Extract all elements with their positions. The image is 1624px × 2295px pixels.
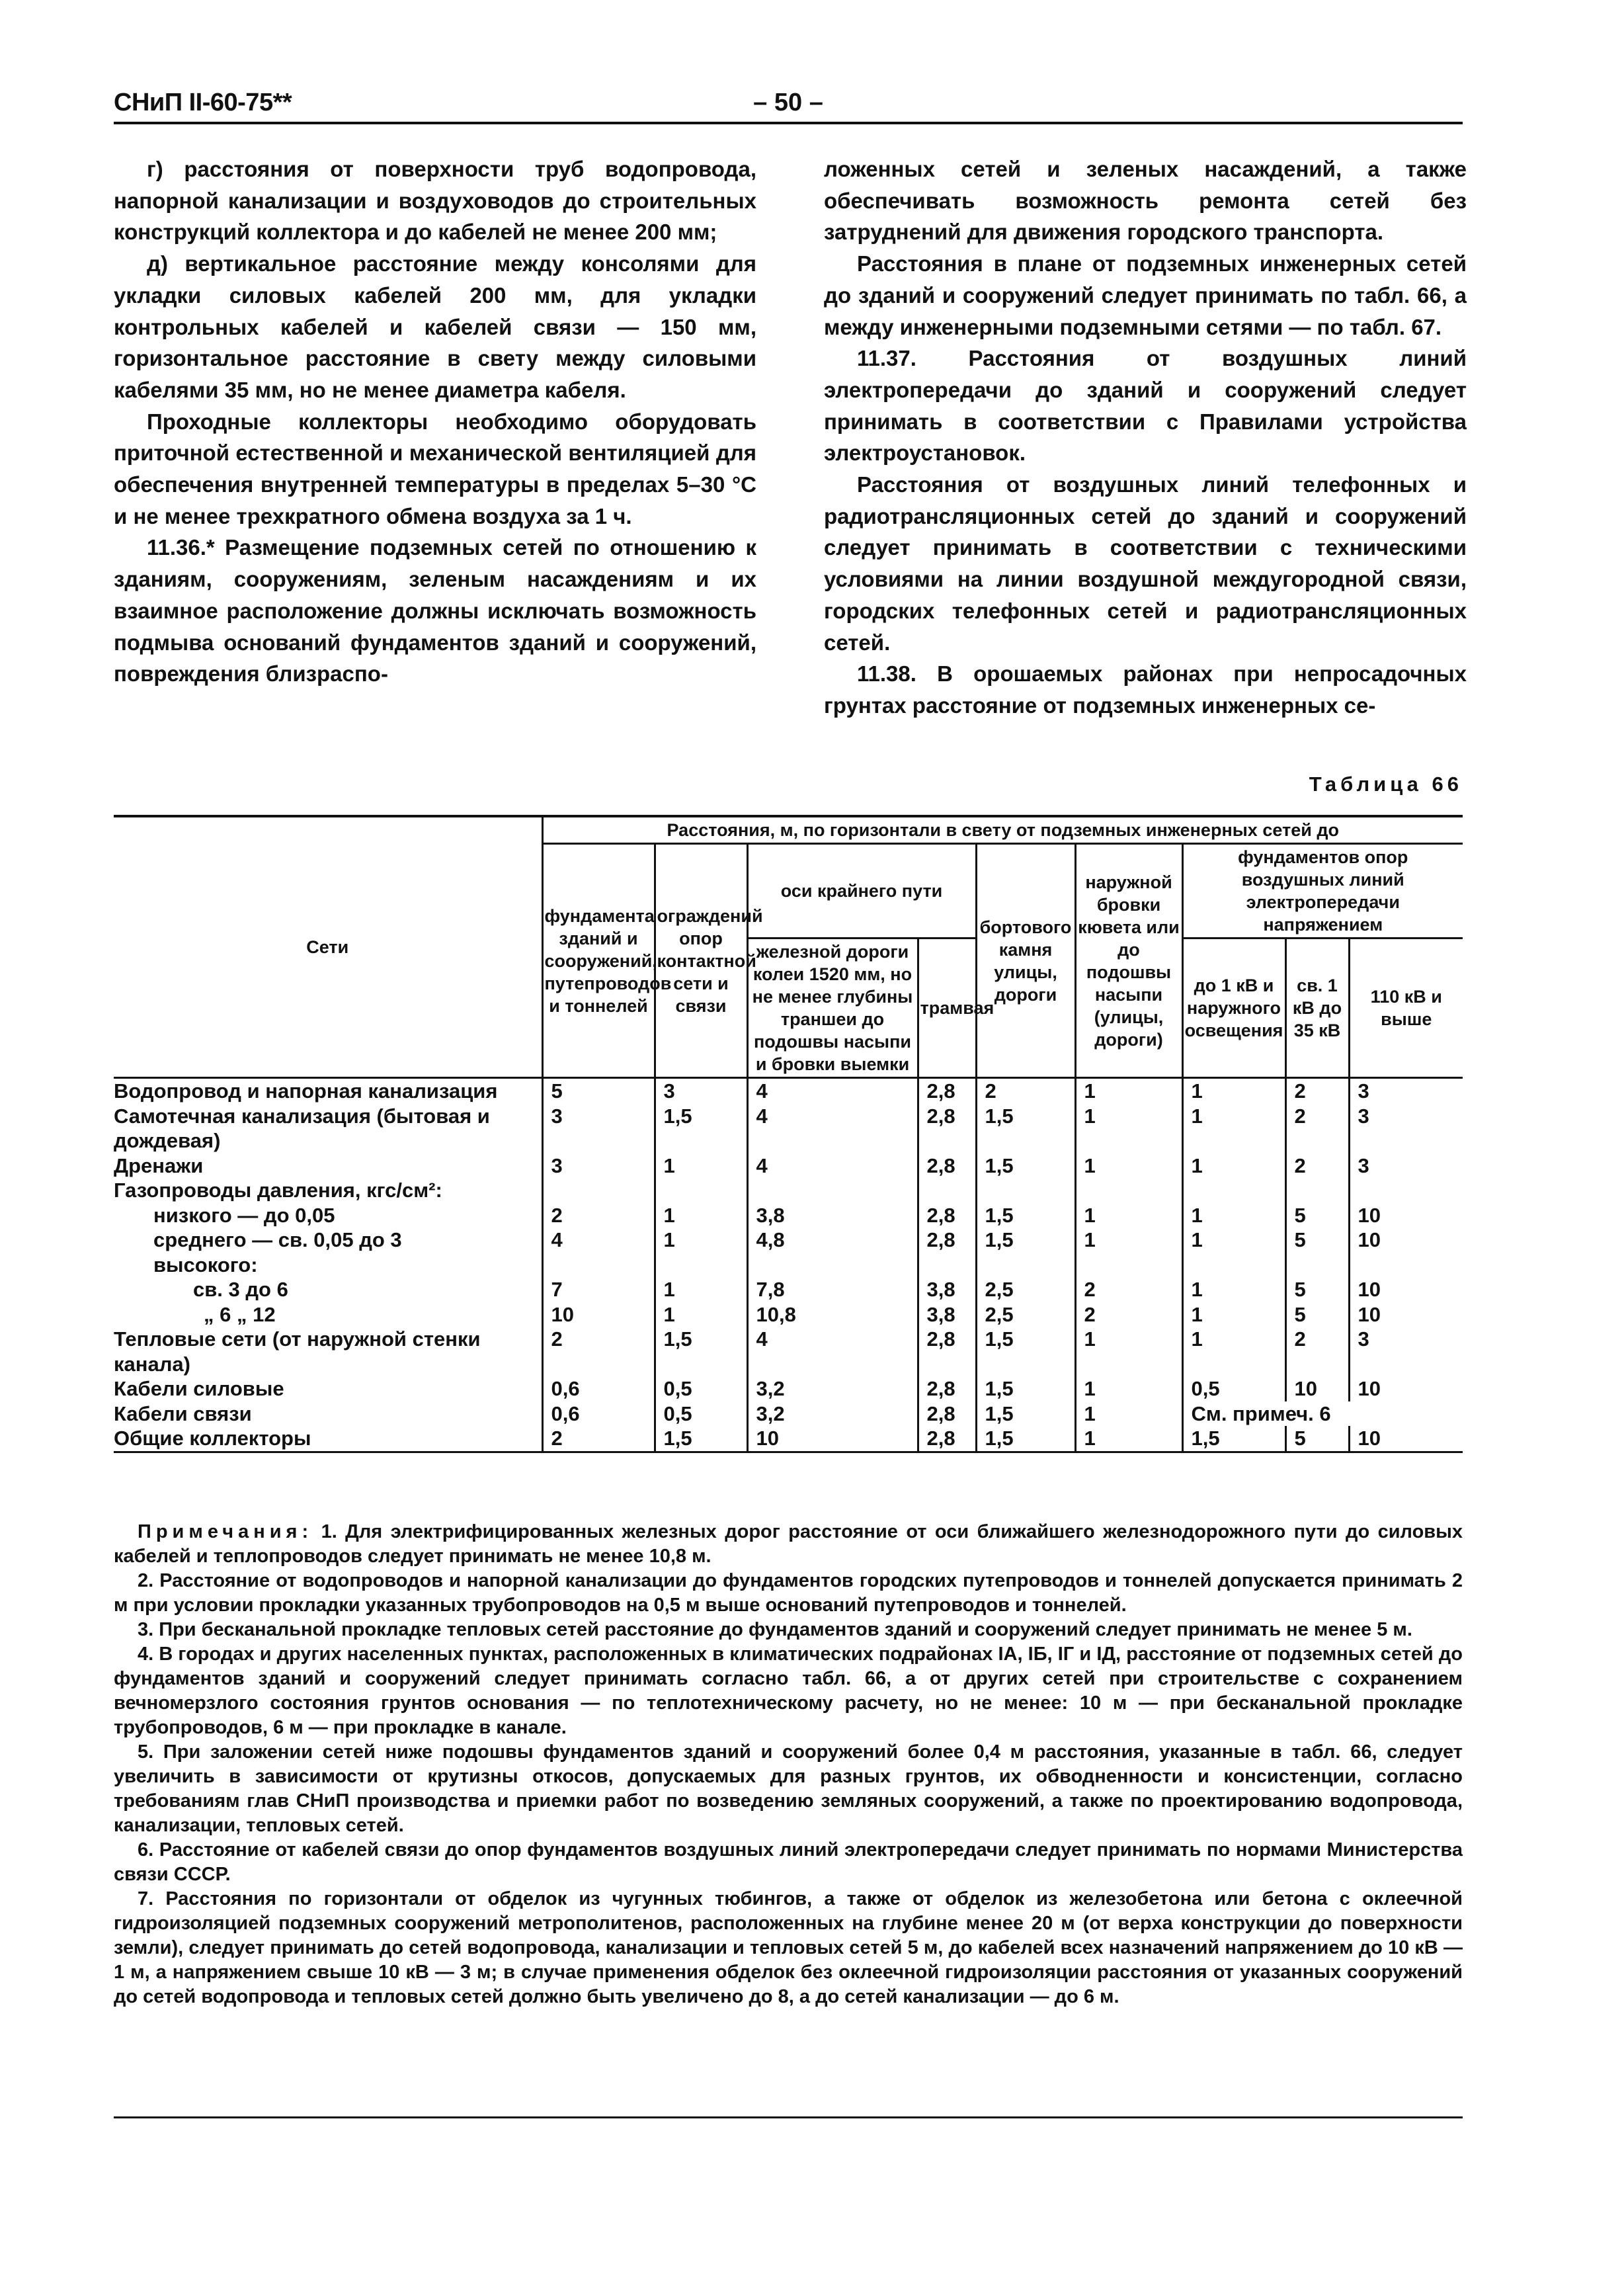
table-cell: 2,8 <box>918 1104 976 1153</box>
table-cell: 1 <box>1182 1302 1285 1327</box>
table-cell <box>1075 1253 1182 1278</box>
table-cell: 2,5 <box>976 1302 1075 1327</box>
table-row <box>114 1401 1463 1427</box>
table-cell: 7 <box>542 1277 655 1302</box>
header-axis-group: оси крайнего пути <box>747 844 976 939</box>
note-4: 4. В городах и других населенных пунктах, расположенных в климатических подрайонах IА, IБ, IГ и IД, расстояние от подземных сетей до фундаментов зданий и сооружений следует принимать согласно табл. 66, а от других сетей при строительстве с сохранением вечномерзлого состояния грунтов основания — по теплотехническому расчету, но не менее: 10 м — при бесканальной прокладке трубопроводов, 6 м — при прокладке в канале. <box>114 1644 1463 1738</box>
table-cell: 1 <box>1075 1376 1182 1401</box>
table-row <box>114 1203 1463 1228</box>
table-cell-merged: См. примеч. 6 <box>1182 1401 1463 1427</box>
table-cell: 2 <box>542 1327 655 1376</box>
table-cell: 10 <box>1349 1426 1463 1452</box>
table-cell: 2 <box>1285 1104 1349 1153</box>
document-code: СНиП II-60-75** <box>114 89 292 116</box>
row-network-name: Кабели связи <box>114 1401 252 1425</box>
header-ditch: наружной бровки кювета или до подошвы насыпи (улицы, дороги) <box>1075 844 1182 1078</box>
row-network-name: среднего — св. 0,05 до 3 <box>153 1228 402 1251</box>
note-text: 1. Для электрифицированных железных дорог расстояние от оси ближайшего железнодорожного пути до силовых кабелей и теплопроводов следует принимать не менее 10,8 м. <box>114 1521 1463 1567</box>
table-cell: 1 <box>1182 1277 1285 1302</box>
table-cell: 5 <box>1285 1203 1349 1228</box>
table-row <box>114 1277 1463 1302</box>
table-cell <box>1349 1178 1463 1203</box>
note-1 <box>114 1520 1463 1569</box>
row-network-name: „ 6 „ 12 <box>204 1302 276 1326</box>
row-network-name: Водопровод и напорная канализация <box>114 1079 498 1103</box>
row-network-name: низкого — до 0,05 <box>153 1203 335 1227</box>
page-header <box>114 85 1463 124</box>
distances-table <box>114 815 1463 1453</box>
header-voltage-110kv: 110 кВ и выше <box>1349 939 1463 1078</box>
table-cell: 3 <box>1349 1078 1463 1104</box>
table-cell <box>655 1178 747 1203</box>
table-cell: 1,5 <box>976 1401 1075 1427</box>
header-curb: бортового камня улицы, дороги <box>976 844 1075 1078</box>
table-cell: 1,5 <box>655 1327 747 1376</box>
note-7: 7. Расстояния по горизонтали от обделок из чугунных тюбингов, а также от обделок из железобетона или бетона с оклеечной гидроизоляцией подземных сооружений метрополитенов, расположенных на глубине менее 20 м (от верха конструкции до поверхности земли), следует принимать до сетей водопровода, канализации и тепловых сетей 5 м, до кабелей всех назначений напряжением до 10 кВ — 1 м, а напряжением свыше 10 кВ — 3 м; в случае применения обделок без оклеечной гидроизоляции расстояния от указанных сооружений до сетей водопровода и тепловых сетей должно быть увеличено до 8, а до сетей канализации — до 6 м. <box>114 1888 1463 2007</box>
table-cell: 10 <box>1349 1228 1463 1253</box>
table-66 <box>114 815 1463 1453</box>
table-cell: 2 <box>1075 1277 1182 1302</box>
table-row <box>114 1153 1463 1179</box>
table-cell <box>1075 1178 1182 1203</box>
page-number: – 50 – <box>753 89 823 116</box>
table-cell: 2,8 <box>918 1203 976 1228</box>
table-cell: 0,6 <box>542 1376 655 1401</box>
table-cell: 4,8 <box>747 1228 918 1253</box>
header-group: Расстояния, м, по горизонтали в свету от подземных инженерных сетей до <box>542 816 1463 844</box>
table-cell: 10 <box>1349 1203 1463 1228</box>
table-cell: 1 <box>1075 1203 1182 1228</box>
table-cell: 2 <box>542 1203 655 1228</box>
table-row <box>114 1302 1463 1327</box>
header-railway: железной дороги колеи 1520 мм, но не менее глубины траншеи до подошвы насыпи и бровки выемки <box>747 939 918 1078</box>
table-cell: 1 <box>1075 1153 1182 1179</box>
paragraph: Проходные коллекторы необходимо оборудовать приточной естественной и механической вентиляцией для обеспечения внутренней температуры в пределах 5–30 °С и не менее трехкратного обмена воздуха за 1 ч. <box>114 409 756 528</box>
table-cell: 3 <box>542 1104 655 1153</box>
table-cell: 5 <box>542 1078 655 1104</box>
table-cell: 2,8 <box>918 1376 976 1401</box>
table-cell: 3 <box>1349 1153 1463 1179</box>
table-cell <box>747 1253 918 1278</box>
header-voltage-1kv: до 1 кВ и наружного освещения <box>1182 939 1285 1078</box>
table-cell: 1 <box>1182 1203 1285 1228</box>
table-cell: 2 <box>542 1426 655 1452</box>
table-cell: 1 <box>1182 1078 1285 1104</box>
table-cell: 2,8 <box>918 1153 976 1179</box>
header-nets: Сети <box>114 816 542 1078</box>
table-cell <box>747 1178 918 1203</box>
table-cell <box>1285 1178 1349 1203</box>
table-cell: 0,5 <box>1182 1376 1285 1401</box>
table-cell: 1,5 <box>976 1104 1075 1153</box>
table-cell <box>1182 1178 1285 1203</box>
table-row <box>114 1078 1463 1104</box>
row-network-name: св. 3 до 6 <box>193 1278 288 1301</box>
paragraph: 11.38. В орошаемых районах при непросадочных грунтах расстояние от подземных инженерных се- <box>824 661 1467 718</box>
note-2: 2. Расстояние от водопроводов и напорной канализации до фундаментов городских путепроводов и тоннелей допускается принимать 2 м при условии прокладки указанных трубопроводов на 0,5 м выше оснований путепроводов и тоннелей. <box>114 1570 1463 1616</box>
table-cell: 1 <box>1182 1104 1285 1153</box>
row-network-name: высокого: <box>153 1253 258 1276</box>
row-network-name: Тепловые сети (от наружной стенки канала) <box>114 1327 481 1376</box>
table-cell: 2 <box>1285 1153 1349 1179</box>
paragraph: 11.37. Расстояния от воздушных линий электропередачи до зданий и сооружений следует принимать в соответствии с Правилами устройства электроустановок. <box>824 346 1467 466</box>
table-cell <box>918 1178 976 1203</box>
table-cell <box>1182 1253 1285 1278</box>
table-cell <box>976 1253 1075 1278</box>
table-cell: 1 <box>1075 1228 1182 1253</box>
left-column <box>114 153 756 690</box>
table-cell: 4 <box>747 1078 918 1104</box>
table-cell: 0,5 <box>655 1376 747 1401</box>
table-cell: 1 <box>1182 1153 1285 1179</box>
table-cell: 2,8 <box>918 1078 976 1104</box>
table-cell: 3 <box>1349 1327 1463 1376</box>
table-cell: 10 <box>1285 1376 1349 1401</box>
table-cell: 1,5 <box>976 1203 1075 1228</box>
table-cell: 1 <box>655 1153 747 1179</box>
table-cell: 1,5 <box>655 1104 747 1153</box>
header-fences: ограждений опор контактной сети и связи <box>655 844 747 1078</box>
table-cell: 2 <box>1075 1302 1182 1327</box>
table-row <box>114 1228 1463 1253</box>
table-cell <box>976 1178 1075 1203</box>
right-column <box>824 153 1467 722</box>
row-network-name: Кабели силовые <box>114 1377 284 1400</box>
table-body <box>114 1078 1463 1452</box>
table-cell: 1 <box>1075 1327 1182 1376</box>
table-cell: 1,5 <box>976 1327 1075 1376</box>
table-cell: 3 <box>655 1078 747 1104</box>
table-cell: 3,2 <box>747 1376 918 1401</box>
table-cell: 0,5 <box>655 1401 747 1427</box>
table-cell: 1 <box>1075 1426 1182 1452</box>
table-row <box>114 1426 1463 1452</box>
table-cell: 10 <box>1349 1376 1463 1401</box>
table-cell: 4 <box>747 1104 918 1153</box>
table-cell: 2,5 <box>976 1277 1075 1302</box>
table-cell: 10 <box>542 1302 655 1327</box>
row-network-name: Самотечная канализация (бытовая и дождевая) <box>114 1104 490 1152</box>
table-cell: 2 <box>1285 1327 1349 1376</box>
note-5: 5. При заложении сетей ниже подошвы фундаментов зданий и сооружений более 0,4 м расстояния, указанные в табл. 66, следует увеличить в зависимости от крутизны откосов, допускаемых для разных грунтов, их обводненности и консистенции, согласно требованиям глав СНиП производства и приемки работ по возведению земляных сооружений, а также по проектированию водопровода, канализации, тепловых сетей. <box>114 1741 1463 1836</box>
table-cell: 3,8 <box>918 1277 976 1302</box>
note-6: 6. Расстояние от кабелей связи до опор фундаментов воздушных линий электропередачи следует принимать по нормами Министерства связи СССР. <box>114 1839 1463 1885</box>
table-cell: 2,8 <box>918 1327 976 1376</box>
table-notes <box>114 1520 1463 2009</box>
table-cell <box>918 1253 976 1278</box>
table-cell: 10 <box>747 1426 918 1452</box>
table-cell: 3,8 <box>918 1302 976 1327</box>
table-cell: 4 <box>747 1153 918 1179</box>
table-cell: 3,2 <box>747 1401 918 1427</box>
bottom-rule <box>114 2116 1463 2118</box>
table-cell: 5 <box>1285 1302 1349 1327</box>
row-network-name: Дренажи <box>114 1153 204 1177</box>
table-row <box>114 1253 1463 1278</box>
table-cell: 3,8 <box>747 1203 918 1228</box>
table-cell: 4 <box>542 1228 655 1253</box>
table-caption: Таблица 66 <box>1309 772 1463 796</box>
notes-label: Примечания: <box>138 1521 313 1542</box>
table-cell: 10 <box>1349 1277 1463 1302</box>
table-cell: 2 <box>976 1078 1075 1104</box>
table-cell: 1,5 <box>655 1426 747 1452</box>
table-cell <box>655 1253 747 1278</box>
header-rule <box>114 122 1463 124</box>
header-voltage-35kv: св. 1 кВ до 35 кВ <box>1285 939 1349 1078</box>
row-network-name: Газопроводы давления, кгс/см²: <box>114 1179 442 1202</box>
table-cell: 1 <box>655 1228 747 1253</box>
table-cell: 2,8 <box>918 1228 976 1253</box>
table-cell <box>542 1178 655 1203</box>
paragraph: г) расстояния от поверхности труб водопровода, напорной канализации и воздуховодов до строительных конструкций коллектора и до кабелей не менее 200 мм; <box>114 157 756 245</box>
table-cell: 3 <box>1349 1104 1463 1153</box>
table-row <box>114 1327 1463 1376</box>
table-cell: 1 <box>1182 1327 1285 1376</box>
table-cell: 1,5 <box>976 1153 1075 1179</box>
paragraph: Расстояния от воздушных линий телефонных и радиотрансляционных сетей до зданий и сооружений следует принимать в соответствии с техническими условиями на линии воздушной междугородной связи, городских телефонных сетей и радиотрансляционных сетей. <box>824 472 1467 655</box>
table-cell: 5 <box>1285 1426 1349 1452</box>
table-row <box>114 1178 1463 1203</box>
table-cell: 5 <box>1285 1277 1349 1302</box>
table-cell: 1 <box>655 1277 747 1302</box>
table-cell: 2,8 <box>918 1426 976 1452</box>
table-cell: 5 <box>1285 1228 1349 1253</box>
row-network-name: Общие коллекторы <box>114 1426 542 1452</box>
table-cell: 1 <box>1075 1078 1182 1104</box>
table-cell <box>1285 1253 1349 1278</box>
table-cell: 1 <box>1075 1401 1182 1427</box>
paragraph: 11.36.* Размещение подземных сетей по отношению к зданиям, сооружениям, зеленым насаждениям и их взаимное расположение должны исключать возможность подмыва оснований фундаментов зданий и сооружений, повреждения близраспо- <box>114 535 756 687</box>
table-row <box>114 1104 1463 1153</box>
table-cell: 2,8 <box>918 1401 976 1427</box>
table-cell <box>542 1253 655 1278</box>
table-cell: 7,8 <box>747 1277 918 1302</box>
table-cell: 10 <box>1349 1302 1463 1327</box>
paragraph: д) вертикальное расстояние между консолями для укладки силовых кабелей 200 мм, для укладки контрольных кабелей и кабелей связи — 150 мм, горизонтальное расстояние в свету между силовыми кабелями 35 мм, но не менее диаметра кабеля. <box>114 251 756 402</box>
note-3: 3. При бесканальной прокладке тепловых сетей расстояние до фундаментов зданий и сооружений следует принимать не менее 5 м. <box>138 1619 1412 1640</box>
table-cell: 2 <box>1285 1078 1349 1104</box>
table-cell: 0,6 <box>542 1401 655 1427</box>
table-cell: 3 <box>542 1153 655 1179</box>
table-cell: 1 <box>1182 1228 1285 1253</box>
table-cell: 1,5 <box>1182 1426 1285 1452</box>
table-cell: 1 <box>655 1203 747 1228</box>
header-foundations: фундамента зданий и сооружений, путепроводов и тоннелей <box>542 844 655 1078</box>
paragraph: ложенных сетей и зеленых насаждений, а также обеспечивать возможность ремонта сетей без затруднений для движения городского транспорта. <box>824 157 1467 245</box>
table-cell: 4 <box>747 1327 918 1376</box>
table-cell: 1,5 <box>976 1426 1075 1452</box>
table-cell <box>1349 1253 1463 1278</box>
table-cell: 1,5 <box>976 1228 1075 1253</box>
header-tram: трамвая <box>918 939 976 1078</box>
table-cell: 1 <box>1075 1104 1182 1153</box>
table-cell: 1 <box>655 1302 747 1327</box>
table-cell: 1,5 <box>976 1376 1075 1401</box>
header-pylons-group: фундаментов опор воздушных линий электропередачи напряжением <box>1182 844 1463 939</box>
table-row <box>114 1376 1463 1401</box>
table-cell: 10,8 <box>747 1302 918 1327</box>
paragraph: Расстояния в плане от подземных инженерных сетей до зданий и сооружений следует принимать по табл. 66, а между инженерными подземными сетями — по табл. 67. <box>824 251 1467 339</box>
